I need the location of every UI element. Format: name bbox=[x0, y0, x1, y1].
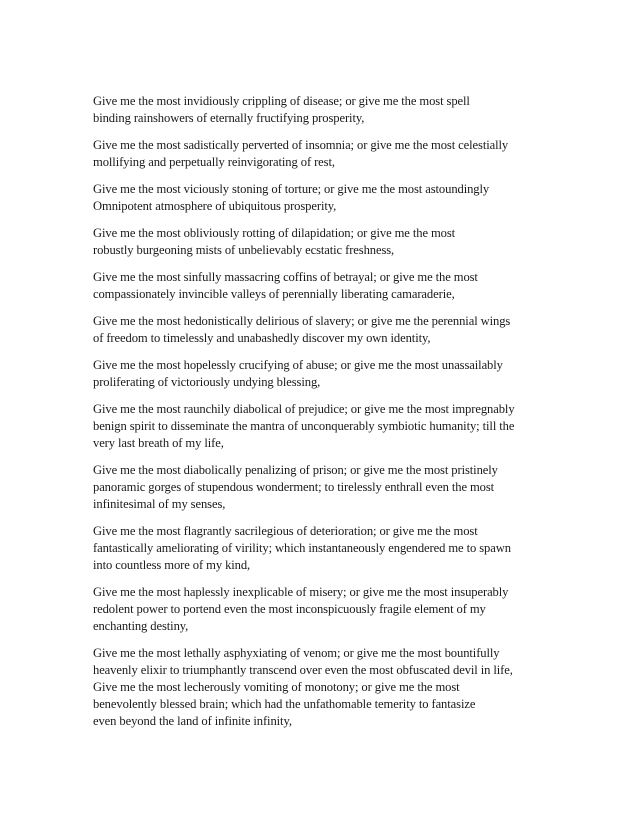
poem-line: benign spirit to disseminate the mantra of unconquerably symbiotic humanity; till the bbox=[93, 419, 515, 433]
poem-line: Give me the most lethally asphyxiating of venom; or give me the most bountifully bbox=[93, 646, 500, 660]
stanza-5 bbox=[93, 269, 563, 303]
poem-body bbox=[93, 93, 563, 740]
poem-line: heavenly elixir to triumphantly transcend over even the most obfuscated devil in life, bbox=[93, 663, 513, 677]
poem-line: Give me the most lecherously vomiting of monotony; or give me the most bbox=[93, 680, 460, 694]
poem-line: compassionately invincible valleys of perennially liberating camaraderie, bbox=[93, 287, 455, 301]
poem-line: Give me the most flagrantly sacrilegious of deterioration; or give me the most bbox=[93, 524, 478, 538]
poem-line: into countless more of my kind, bbox=[93, 558, 251, 572]
poem-line: proliferating of victoriously undying blessing, bbox=[93, 375, 321, 389]
poem-line: Omnipotent atmosphere of ubiquitous prosperity, bbox=[93, 199, 337, 213]
poem-line: robustly burgeoning mists of unbelievably ecstatic freshness, bbox=[93, 243, 395, 257]
stanza-10 bbox=[93, 523, 563, 574]
poem-line: Give me the most haplessly inexplicable of misery; or give me the most insuperably bbox=[93, 585, 509, 599]
stanza-12 bbox=[93, 645, 563, 679]
poem-line: of freedom to timelessly and unabashedly discover my own identity, bbox=[93, 331, 431, 345]
poem-line: benevolently blessed brain; which had the unfathomable temerity to fantasize bbox=[93, 697, 476, 711]
stanza-7 bbox=[93, 357, 563, 391]
poem-line: very last breath of my life, bbox=[93, 436, 224, 450]
poem-line: Give me the most sadistically perverted of insomnia; or give me the most celestially bbox=[93, 138, 509, 152]
poem-line: Give me the most invidiously crippling of disease; or give me the most spell bbox=[93, 94, 470, 108]
poem-line: panoramic gorges of stupendous wonderment; to tirelessly enthrall even the most bbox=[93, 480, 495, 494]
poem-line: infinitesimal of my senses, bbox=[93, 497, 226, 511]
stanza-3 bbox=[93, 181, 563, 215]
poem-line: Give me the most raunchily diabolical of prejudice; or give me the most impregnably bbox=[93, 402, 515, 416]
poem-line: mollifying and perpetually reinvigorating of rest, bbox=[93, 155, 335, 169]
poem-line: enchanting destiny, bbox=[93, 619, 189, 633]
stanza-9 bbox=[93, 462, 563, 513]
poem-line: Give me the most hedonistically delirious of slavery; or give me the perennial wings bbox=[93, 314, 511, 328]
poem-line: Give me the most viciously stoning of torture; or give me the most astoundingly bbox=[93, 182, 490, 196]
stanza-8 bbox=[93, 401, 563, 452]
poem-line: even beyond the land of infinite infinity, bbox=[93, 714, 292, 728]
stanza-13 bbox=[93, 679, 563, 730]
poem-line: binding rainshowers of eternally fructifying prosperity, bbox=[93, 111, 365, 125]
poem-line: Give me the most sinfully massacring coffins of betrayal; or give me the most bbox=[93, 270, 478, 284]
poem-line: fantastically ameliorating of virility; which instantaneously engendered me to spawn bbox=[93, 541, 511, 555]
stanza-11 bbox=[93, 584, 563, 635]
poem-line: redolent power to portend even the most inconspicuously fragile element of my bbox=[93, 602, 486, 616]
poem-line: Give me the most diabolically penalizing of prison; or give me the most pristinely bbox=[93, 463, 498, 477]
poem-line: Give me the most hopelessly crucifying of abuse; or give me the most unassailably bbox=[93, 358, 503, 372]
stanza-4 bbox=[93, 225, 563, 259]
stanza-1 bbox=[93, 93, 563, 127]
poem-line: Give me the most obliviously rotting of dilapidation; or give me the most bbox=[93, 226, 456, 240]
stanza-2 bbox=[93, 137, 563, 171]
stanza-6 bbox=[93, 313, 563, 347]
